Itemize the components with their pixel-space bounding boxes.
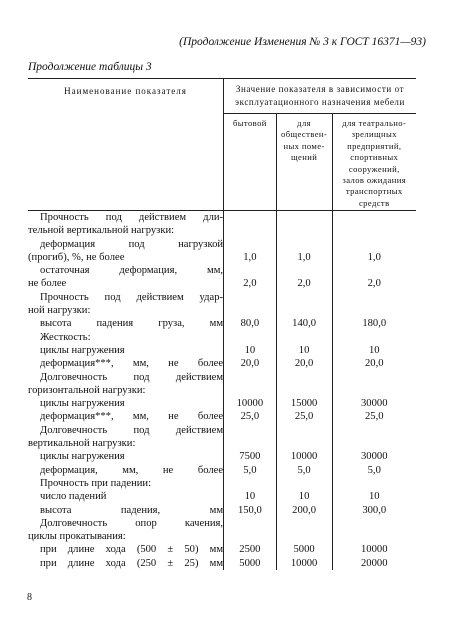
table-header-row — [28, 79, 416, 114]
page-number: 8 — [27, 592, 32, 603]
values-public-column: 1,0 2,0 140,0 10 20,0 15000 25,0 10000 5,0 10 200,0 5000 10000 — [276, 211, 332, 571]
header-public: для обществен- ных поме- щений — [276, 114, 332, 211]
header-indicator-value: Значение показателя в зависимости от эксплуатационного назначения мебели — [224, 79, 416, 114]
header-indicator-name: Наименование показателя — [28, 79, 224, 211]
header-theatre: для театрально- зрелищных предприятий, спортивных сооружений, залов ожидания транспортных средств — [332, 114, 416, 211]
values-home-column: 1,0 2,0 80,0 10 20,0 10000 25,0 7500 5,0 10 150,0 2500 5000 — [224, 211, 277, 571]
table-body-row — [28, 211, 416, 571]
header-home: бытовой — [224, 114, 277, 211]
indicator-names-column: Прочность под действием дли- тельной вертикальной нагрузки: деформация под нагрузкой (прогиб), %, не более остаточная деформация, мм, не более Прочность под действием удар- ной нагрузки: высота падения груза, мм Жесткость: циклы нагружения деформация***, мм, не более Долговечность под действием горизонтальной нагрузки: циклы нагружения деформация***, мм, не более Долговечность под действием вертикальной нагрузки: циклы нагружения деформация, мм, не более Прочность при падении: число падений высота падения, мм Долговечность опор качения, циклы прокатывания: при длине хода (500 ± 50) мм при длине хода (250 ± 25) мм — [28, 212, 224, 569]
indicators-table — [28, 78, 416, 570]
table-continuation-caption: Продолжение таблицы 3 — [28, 61, 152, 73]
document-header: (Продолжение Изменения № 3 к ГОСТ 16371—93) — [179, 36, 426, 48]
values-theatre-column: 1,0 2,0 180,0 10 20,0 30000 25,0 30000 5,0 10 300,0 10000 20000 — [361, 251, 388, 569]
